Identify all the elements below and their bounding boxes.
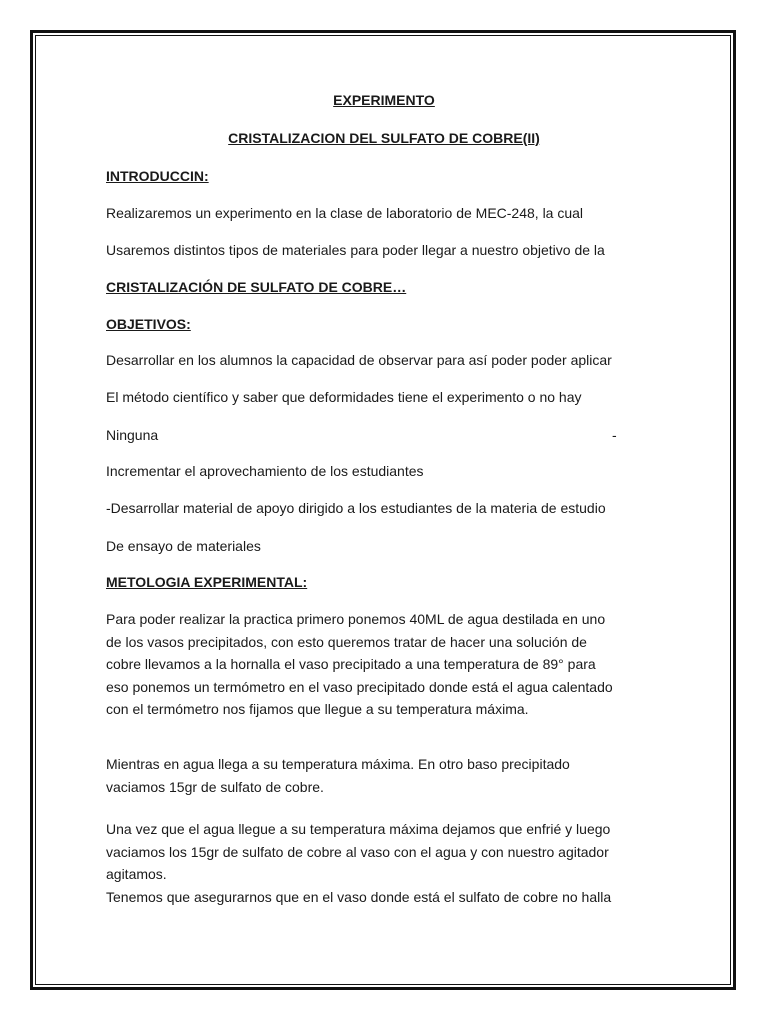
paragraph-line: Mientras en agua llega a su temperatura máxima. En otro baso precipitado xyxy=(106,756,570,772)
paragraph-line: cobre llevamos a la hornalla el vaso precipitado a una temperatura de 89° para xyxy=(106,656,596,672)
paragraph-line: Tenemos que asegurarnos que en el vaso donde está el sulfato de cobre no halla xyxy=(106,888,612,905)
intro-line-1: Realizaremos un experimento en la clase de laboratorio de MEC-248, la cual xyxy=(106,205,584,221)
objective-line-5: -Desarrollar material de apoyo dirigido a los estudiantes de la materia de estudio xyxy=(106,500,606,516)
method-paragraph-2 xyxy=(106,753,666,798)
paragraph-line: de los vasos precipitados, con esto queremos tratar de hacer una solución de xyxy=(106,633,587,650)
paragraph-line: Una vez que el agua llegue a su temperatura máxima dejamos que enfrié y luego xyxy=(106,821,611,837)
objective-line-6: De ensayo de materiales xyxy=(106,538,261,554)
document-title: EXPERIMENTO xyxy=(333,92,435,108)
intro-line-2: Usaremos distintos tipos de materiales para poder llegar a nuestro objetivo de la xyxy=(106,242,605,258)
method-paragraph-3 xyxy=(106,818,666,908)
document-subtitle: CRISTALIZACION DEL SULFATO DE COBRE(II) xyxy=(228,130,540,146)
paragraph-line: agitamos. xyxy=(106,866,167,882)
objective-line-3: Ninguna xyxy=(106,427,159,443)
paragraph-line: vaciamos 15gr de sulfato de cobre. xyxy=(106,778,324,795)
paragraph-line: vaciamos los 15gr de sulfato de cobre al vaso con el agua y con nuestro agitador xyxy=(106,843,609,860)
paragraph-line: con el termómetro nos fijamos que llegue a su temperatura máxima. xyxy=(106,701,529,717)
intro-heading: INTRODUCCIN: xyxy=(106,168,209,184)
paragraph-line: eso ponemos un termómetro en el vaso precipitado donde está el agua calentado xyxy=(106,678,613,695)
objective-line-3-dash: - xyxy=(612,427,617,443)
intro-emphasis: CRISTALIZACIÓN DE SULFATO DE COBRE… xyxy=(106,279,407,295)
objective-line-2: El método científico y saber que deformidades tiene el experimento o no hay xyxy=(106,389,582,405)
objectives-heading: OBJETIVOS: xyxy=(106,316,191,332)
method-heading: METOLOGIA EXPERIMENTAL: xyxy=(106,574,308,590)
paragraph-line: Para poder realizar la practica primero ponemos 40ML de agua destilada en uno xyxy=(106,611,606,627)
objective-line-4: Incrementar el aprovechamiento de los estudiantes xyxy=(106,463,424,479)
method-paragraph-1 xyxy=(106,608,666,721)
objective-line-1: Desarrollar en los alumnos la capacidad de observar para así poder poder aplicar xyxy=(106,352,612,368)
